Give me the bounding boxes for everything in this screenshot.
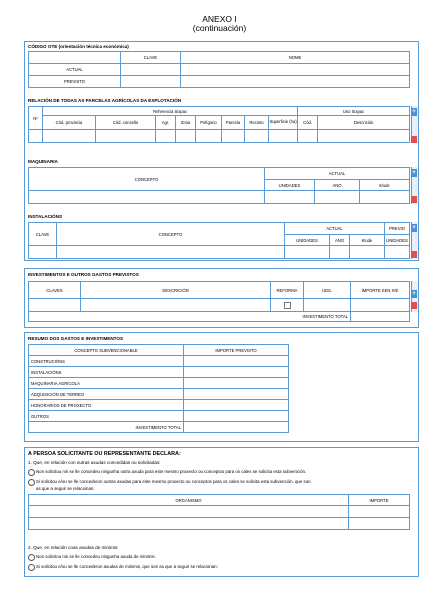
resumo-instalacions-importe-field[interactable] <box>184 367 289 378</box>
maquinaria-col-concepto: CONCEPTO <box>29 168 265 191</box>
parcelas-col-num: Nº <box>29 107 43 130</box>
table-row <box>29 378 289 389</box>
aid-col-importe: IMPORTE <box>349 495 410 506</box>
q2-no-minimis-radio[interactable] <box>28 554 35 561</box>
investimentos-col-claves: CLAVES <box>29 282 81 299</box>
instalacions-col-concepto: CONCEPTO <box>57 223 285 246</box>
investimentos-total-label: INVESTIMENTO TOTAL <box>29 312 351 322</box>
investimentos-col-descricion: DESCRICIÓN <box>81 282 271 299</box>
table-row <box>29 400 289 411</box>
parcelas-col-zona: Zona <box>176 116 196 130</box>
maquinaria-col-ano: ANO <box>315 180 360 191</box>
cod-ote-row-previsto: PREVISTO <box>29 76 121 88</box>
aid-organismo-field[interactable] <box>29 518 349 530</box>
resumo-row-outros: OUTROS <box>29 411 184 422</box>
investimentos-claves-field[interactable] <box>29 299 81 312</box>
aid-organismo-table <box>28 494 410 530</box>
instalacions-group-previo: PREVIO <box>385 223 410 235</box>
resumo-total-field[interactable] <box>184 422 289 433</box>
cod-ote-previsto-clave-field[interactable] <box>121 76 181 88</box>
instalacions-col-eur-ude: €/ude <box>350 235 385 246</box>
parcelas-add-row-button[interactable]: + <box>412 109 416 115</box>
resumo-maquinaria-importe-field[interactable] <box>184 378 289 389</box>
q2-minimis-radio[interactable] <box>28 564 35 571</box>
resumo-table <box>28 344 289 433</box>
instalacions-remove-row-button[interactable] <box>411 251 417 258</box>
resumo-row-instalacions: INSTALACIÓNS <box>29 367 184 378</box>
aid-organismo-field[interactable] <box>29 506 349 518</box>
resumo-terreo-importe-field[interactable] <box>184 389 289 400</box>
maquinaria-table <box>28 167 410 204</box>
parcelas-group-uso: Uso Sixpac <box>298 107 410 116</box>
annex-title: ANEXO I <box>202 14 237 24</box>
parcelas-table <box>28 106 410 143</box>
aid-col-organismo: ORGANISMO <box>29 495 349 506</box>
investimentos-uds-field[interactable] <box>304 299 351 312</box>
q1-no-aid-label: Non solicitou nin se lle concedeu ningunha outra axuda para este mesmo proxecto ou conceptos para os cales se solicita esta subvención. <box>36 469 307 474</box>
resumo-row-honorarios: HONORARIOS DE PROXECTO <box>29 400 184 411</box>
resumo-row-terreo: ADQUISICIÓN DE TERREO <box>29 389 184 400</box>
resumo-row-maquinaria: MAQUINARIA AGRÍCOLA <box>29 378 184 389</box>
parcelas-col-superficie: Superficie (ha) <box>269 116 298 130</box>
investimentos-heading: INVESTIMENTOS E OUTROS GASTOS PREVISTOS <box>28 272 139 277</box>
instalacions-col-clave: CLAVE <box>29 223 57 246</box>
table-row <box>29 130 410 143</box>
cod-ote-col-clave: CLAVE <box>121 52 181 64</box>
parcelas-col-agr: Agr. <box>156 116 176 130</box>
instalacions-group-actual: ACTUAL <box>285 223 385 235</box>
question-2: 2. Que, en relación coas axudas de minimis: <box>28 545 119 550</box>
maquinaria-remove-row-button[interactable] <box>411 196 417 203</box>
parcelas-col-poligono: Polígono <box>196 116 222 130</box>
instalacions-heading: INSTALACIÓNS <box>28 214 63 219</box>
instalacions-col-ano: ANO <box>330 235 350 246</box>
q1-no-aid-radio[interactable] <box>28 469 35 476</box>
parcelas-heading: RELACIÓN DE TODAS AS PARCELAS AGRÍCOLAS DA EXPLOTACIÓN <box>28 98 182 103</box>
table-row <box>29 356 289 367</box>
table-row <box>29 246 410 259</box>
q1-other-aid-label: Si solicitou e/ou se lle concederon outras axudas para este mesmo proxecto ou conceptos para os cales se solicita esta subvención, que son <box>36 479 311 484</box>
q2-no-minimis-label: Non solicitou nin se lle concedeu ningunha axuda de minimis. <box>36 554 156 559</box>
parcelas-col-cod: Cód. <box>298 116 318 130</box>
investimentos-add-row-button[interactable]: + <box>412 291 416 297</box>
question-1: 1. Que, en relación con outras axudas concedidas ou solicitadas: <box>28 460 161 465</box>
investimentos-total-field[interactable] <box>351 312 410 322</box>
parcelas-group-referencia: Referencia Sixpac <box>43 107 298 116</box>
resumo-honorarios-importe-field[interactable] <box>184 400 289 411</box>
instalacions-col-previo-unidades: UNIDADES <box>385 235 410 246</box>
q2-minimis-label: Si solicitou e/ou se lle concederon axudas de minimis, que son as que a seguir se relacionan: <box>36 564 218 569</box>
cod-ote-previsto-nome-field[interactable] <box>181 76 410 88</box>
aid-importe-field[interactable] <box>349 506 410 518</box>
resumo-col-importe: IMPORTE PREVISTO <box>184 345 289 356</box>
cod-ote-col-nome: NOME <box>181 52 410 64</box>
table-row <box>29 389 289 400</box>
cod-ote-actual-clave-field[interactable] <box>121 64 181 76</box>
cod-ote-heading: CÓDIGO OTE (orientación técnica económica) <box>28 44 129 49</box>
parcelas-col-parcela: Parcela <box>222 116 245 130</box>
cod-ote-actual-nome-field[interactable] <box>181 64 410 76</box>
annex-subtitle: (continuación) <box>192 23 247 33</box>
instalacions-col-unidades: UNIDADES <box>285 235 330 246</box>
instalacions-add-row-button[interactable]: + <box>412 225 416 231</box>
investimentos-col-reforma: REFORMA <box>271 282 304 299</box>
maquinaria-heading: MAQUINARIA <box>28 159 58 164</box>
parcelas-remove-row-button[interactable] <box>411 136 417 143</box>
maquinaria-col-eur-ude: €/ude <box>360 180 410 191</box>
resumo-outros-importe-field[interactable] <box>184 411 289 422</box>
resumo-construcions-importe-field[interactable] <box>184 356 289 367</box>
table-row <box>29 518 410 530</box>
table-row <box>29 411 289 422</box>
declaration-heading: A PERSOA SOLICITANTE OU REPRESENTANTE DECLARA: <box>28 451 181 457</box>
resumo-col-concepto: CONCEPTO SUBVENCIONABLE <box>29 345 184 356</box>
reforma-checkbox[interactable] <box>284 302 291 309</box>
table-row <box>29 506 410 518</box>
investimentos-importe-field[interactable] <box>351 299 410 312</box>
parcelas-col-cod-concello: Cód. concello <box>96 116 156 130</box>
resumo-row-construcions: CONSTRUCIÓNS <box>29 356 184 367</box>
table-row <box>29 367 289 378</box>
table-row <box>29 191 410 204</box>
investimentos-remove-row-button[interactable] <box>411 302 417 309</box>
investimentos-col-importe: IMPORTE SEN IVE <box>351 282 410 299</box>
investimentos-reforma-cell <box>271 299 304 312</box>
table-row <box>29 299 410 312</box>
investimentos-col-uds: UDS. <box>304 282 351 299</box>
q1-other-aid-radio[interactable] <box>28 479 35 486</box>
parcelas-col-descricion: Descrición <box>318 116 410 130</box>
resumo-heading: RESUMO DOS GASTOS E INVESTIMENTOS <box>28 336 124 341</box>
maquinaria-group-actual: ACTUAL <box>265 168 410 180</box>
investimentos-table <box>28 281 410 322</box>
aid-importe-field[interactable] <box>349 518 410 530</box>
q1-other-aid-label-cont: as que a seguir se relacionan: <box>36 486 95 491</box>
investimentos-descricion-field[interactable] <box>81 299 271 312</box>
parcelas-col-cod-provincia: Cód. provincia <box>43 116 96 130</box>
cod-ote-table <box>28 51 410 88</box>
parcelas-col-recinto: Recinto <box>245 116 269 130</box>
maquinaria-add-row-button[interactable]: + <box>412 170 416 176</box>
instalacions-table <box>28 222 410 259</box>
resumo-total-label: INVESTIMENTO TOTAL <box>29 422 184 433</box>
cod-ote-row-actual: ACTUAL <box>29 64 121 76</box>
maquinaria-col-unidades: UNIDADES <box>265 180 315 191</box>
